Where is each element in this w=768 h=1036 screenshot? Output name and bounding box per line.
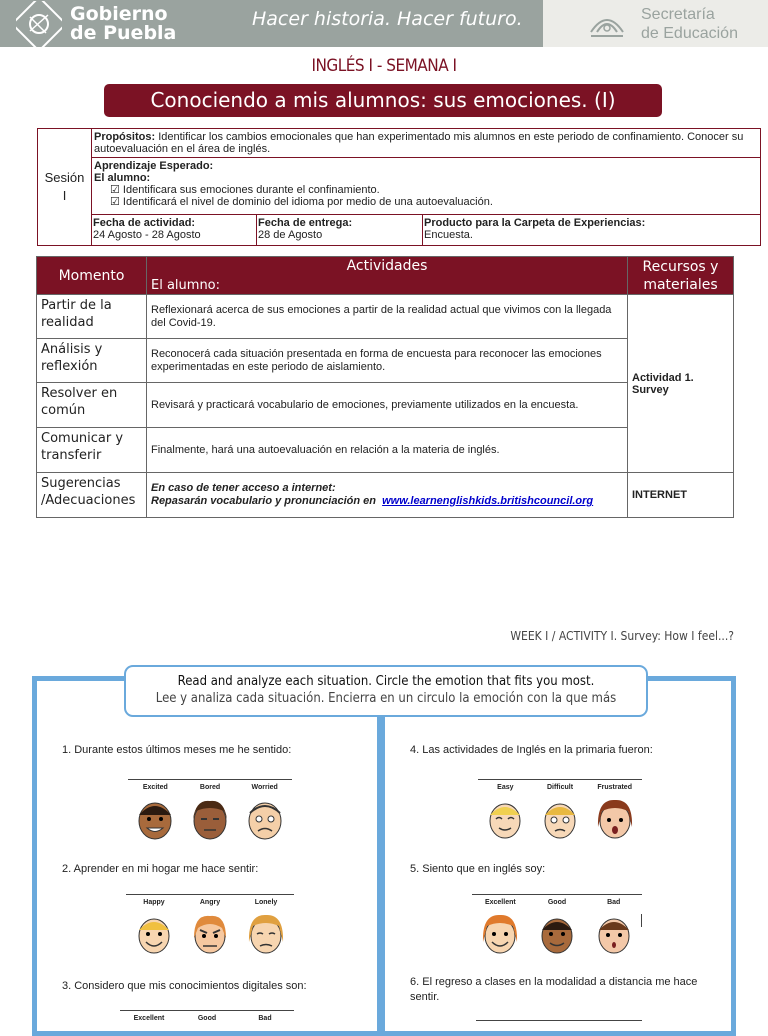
happy-face-icon[interactable] — [134, 912, 174, 956]
delivery-date-cell — [257, 215, 423, 245]
option-label[interactable]: Good — [197, 1015, 217, 1022]
moment-cell: Partir de la realidad — [37, 295, 147, 339]
bored-face-icon[interactable] — [190, 797, 230, 841]
expected-item-1: ☑ Identificara sus emociones durante el confinamiento. — [110, 184, 380, 196]
suggest-line1: En caso de tener acceso a internet: — [151, 482, 336, 494]
lesson-banner: Conociendo a mis alumnos: sus emociones. (I) — [104, 84, 662, 117]
question-2: 2. Aprender en mi hogar me hace sentir: — [62, 863, 259, 875]
product-cell — [423, 215, 760, 245]
moment-cell: Comunicar y transferir — [37, 428, 147, 473]
option-label[interactable]: Bored — [199, 784, 221, 791]
question-5: 5. Siento que en inglés soy: — [410, 863, 546, 875]
instructions-box — [124, 665, 648, 717]
excited-face-icon[interactable] — [135, 797, 175, 841]
sep-logo — [543, 0, 768, 47]
activity-cell: Finalmente, hará una autoevaluación en relación a la materia de inglés. — [147, 428, 628, 473]
worried-face-icon[interactable] — [245, 797, 285, 841]
delivery-date-label: Fecha de entrega: — [258, 217, 353, 229]
table-row — [37, 473, 734, 518]
expected-item-2: ☑ Identificará el nivel de dominio del idioma por medio de una autoevaluación. — [110, 196, 493, 208]
sep-name — [641, 5, 738, 43]
product-label: Producto para la Carpeta de Experiencias: — [424, 217, 646, 229]
product: Encuesta. — [424, 229, 473, 241]
suggest-line2: Repasarán vocabulario y pronunciación en — [151, 495, 376, 507]
option-label[interactable]: Lonely — [254, 899, 278, 906]
moment-cell: Sugerencias /Adecuaciones — [37, 473, 147, 518]
expected-label: Aprendizaje Esperado: — [94, 160, 214, 172]
divider-tick — [641, 914, 642, 927]
col-student: El alumno: — [151, 278, 221, 293]
option-label[interactable]: Bad — [607, 899, 621, 906]
moment-cell: Resolver en común — [37, 383, 147, 428]
gov-logo — [0, 0, 250, 47]
dates-row — [92, 215, 760, 245]
difficult-face-icon[interactable] — [540, 797, 580, 841]
delivery-date: 28 de Agosto — [258, 229, 323, 241]
session-label — [38, 129, 92, 245]
page-title: INGLÉS I - SEMANA I — [311, 56, 457, 76]
question-1: 1. Durante estos últimos meses me he sentido: — [62, 744, 292, 756]
gov-name — [70, 2, 177, 44]
activity-cell: Revisará y practicará vocabulario de emociones, previamente utilizados en la encuesta. — [147, 383, 628, 428]
session-word: Sesión — [44, 170, 85, 185]
resource-cell: Actividad 1. Survey — [628, 295, 734, 473]
instructions-es: Lee y analiza cada situación. Encierra en un circulo la emoción con la que más — [155, 691, 617, 706]
col-activities-title: Actividades — [346, 258, 428, 274]
option-label[interactable]: Excellent — [133, 1015, 165, 1022]
question-4: 4. Las actividades de Inglés en la primaria fueron: — [410, 744, 653, 756]
week-activity-title: WEEK I / ACTIVITY I. Survey: How I feel...? — [510, 629, 734, 643]
purposes-row — [92, 129, 760, 158]
emotion-row-2 — [126, 894, 294, 966]
option-label[interactable]: Worried — [251, 784, 278, 791]
expected-row — [92, 158, 760, 215]
student-label: El alumno: — [94, 172, 151, 184]
lonely-face-icon[interactable] — [246, 912, 286, 956]
good-face-icon[interactable] — [537, 912, 577, 956]
slogan: Hacer historia. Hacer futuro. — [252, 8, 523, 30]
moment-cell: Análisis y reflexión — [37, 339, 147, 383]
col-moment: Momento — [37, 257, 147, 295]
option-label[interactable]: Difficult — [546, 784, 574, 791]
purposes-label: Propósitos: — [94, 131, 156, 143]
activity-cell: Reflexionará acerca de sus emociones a partir de la realidad actual que vivimos con la llegada del Covid-19. — [147, 295, 628, 339]
session-table — [37, 128, 761, 246]
easy-face-icon[interactable] — [485, 797, 525, 841]
option-label[interactable]: Excited — [142, 784, 168, 791]
option-label[interactable]: Excellent — [484, 899, 516, 906]
option-label[interactable]: Frustrated — [597, 784, 632, 791]
sep-line1: Secretaría — [641, 6, 715, 23]
table-row — [37, 295, 734, 339]
question-3: 3. Considero que mis conocimientos digitales son: — [62, 980, 307, 992]
british-council-link[interactable]: www.learnenglishkids.britishcouncil.org — [382, 495, 594, 507]
instructions-en: Read and analyze each situation. Circle the emotion that fits you most. — [177, 674, 595, 689]
session-number: I — [62, 188, 67, 203]
angry-face-icon[interactable] — [190, 912, 230, 956]
emotion-row-5 — [472, 894, 642, 966]
option-label[interactable]: Easy — [497, 784, 514, 791]
activity-date-label: Fecha de actividad: — [93, 217, 196, 229]
question-6: 6. El regreso a clases en la modalidad a distancia me hace sentir. — [410, 976, 698, 1003]
option-label[interactable]: Bad — [258, 1015, 272, 1022]
activity-date: 24 Agosto - 28 Agosto — [93, 229, 201, 241]
sep-line2: de Educación — [641, 25, 738, 42]
suggest-cell — [147, 473, 628, 518]
activity-cell: Reconocerá cada situación presentada en forma de encuesta para reconocer las emociones experimentadas en este periodo de aislamiento. — [147, 339, 628, 383]
activity-date-cell — [92, 215, 257, 245]
option-label[interactable]: Angry — [199, 899, 221, 906]
frustrated-face-icon[interactable] — [595, 797, 635, 841]
gov-emblem-icon — [16, 1, 62, 47]
option-label[interactable]: Good — [547, 899, 567, 906]
emotion-row-4 — [478, 779, 642, 851]
excellent-face-icon[interactable] — [480, 912, 520, 956]
option-label[interactable]: Happy — [143, 899, 165, 906]
activities-table — [36, 256, 734, 518]
bad-face-icon[interactable] — [594, 912, 634, 956]
col-activities — [147, 257, 628, 295]
sep-emblem-icon — [587, 6, 627, 40]
emotion-row-3 — [120, 1010, 294, 1024]
col-resources: Recursos y materiales — [628, 257, 734, 295]
gov-line2: de Puebla — [70, 21, 177, 44]
purposes-text: Identificar los cambios emocionales que han experimentado mis alumnos en este periodo de confinamiento. Conocer su autoevaluación en el área de inglés. — [94, 131, 744, 155]
resource-internet: INTERNET — [628, 473, 734, 518]
answer-line — [476, 1020, 642, 1021]
gov-line1: Gobierno — [70, 2, 168, 25]
activities-header — [37, 257, 734, 295]
emotion-row-1 — [128, 779, 292, 851]
